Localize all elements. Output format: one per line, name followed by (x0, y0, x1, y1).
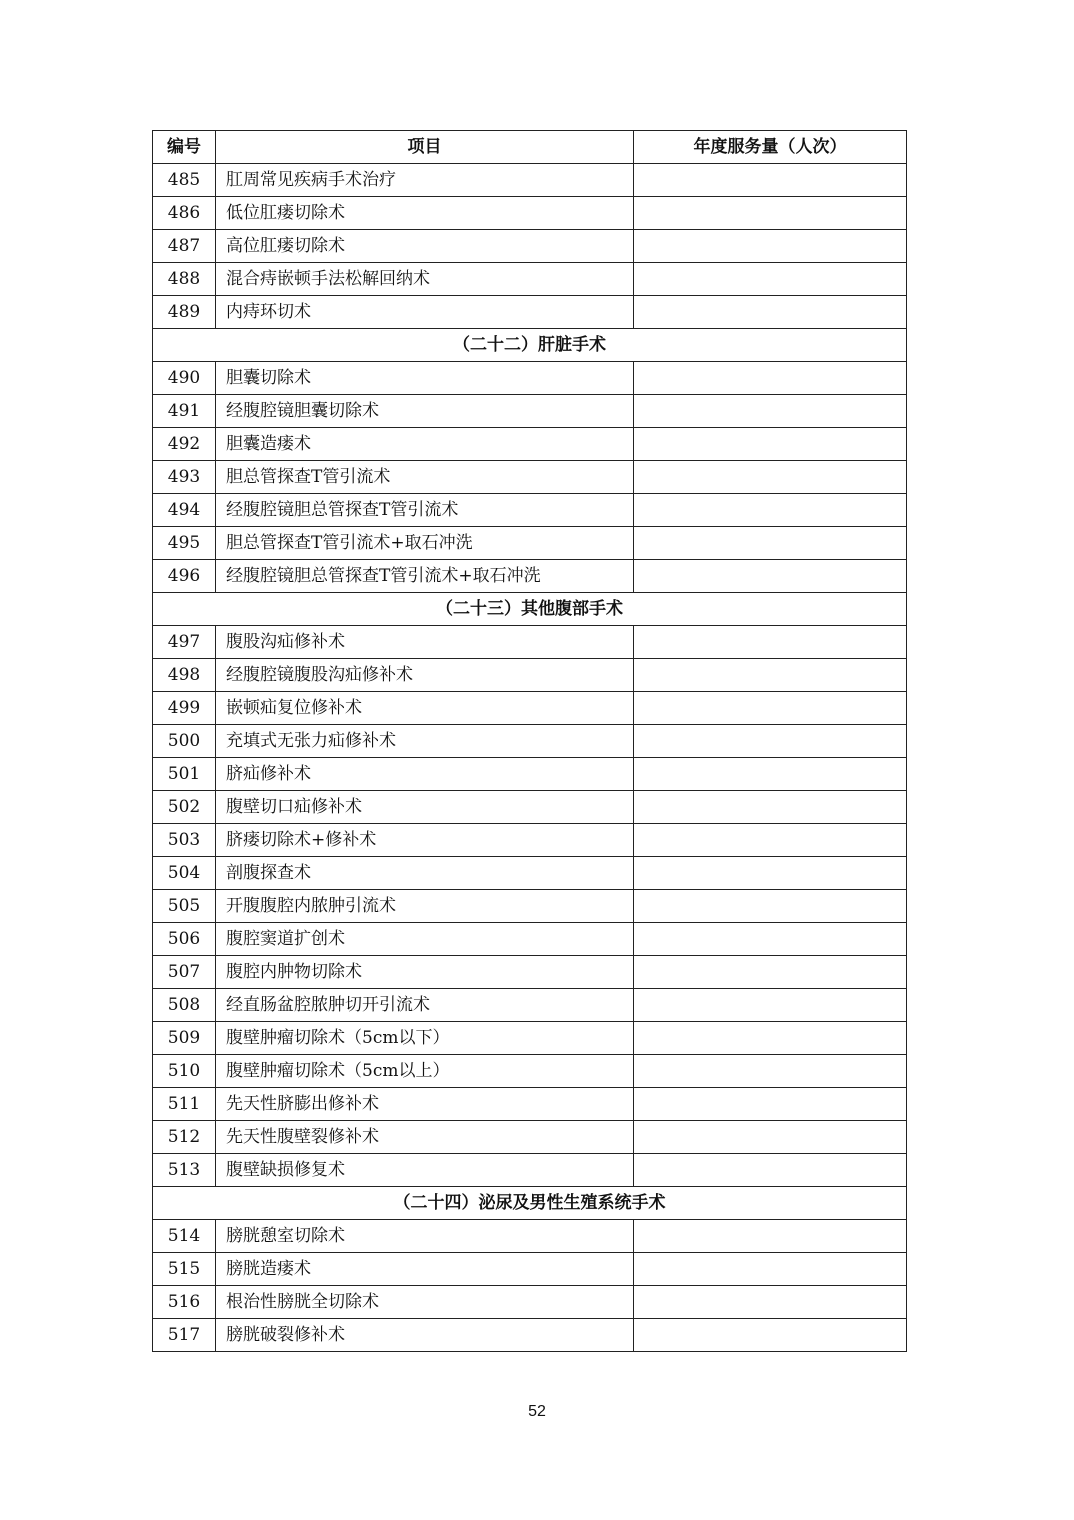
row-item: 先天性腹壁裂修补术 (216, 1121, 634, 1154)
row-volume-cell (634, 1154, 907, 1187)
row-number: 516 (153, 1286, 216, 1319)
table-body (153, 164, 907, 1352)
row-volume-cell (634, 527, 907, 560)
row-volume-cell (634, 1220, 907, 1253)
section-title: （二十四）泌尿及男性生殖系统手术 (153, 1187, 907, 1220)
row-item: 膀胱造瘘术 (216, 1253, 634, 1286)
section-header-row (153, 593, 907, 626)
row-volume-cell (634, 1286, 907, 1319)
table-row (153, 1088, 907, 1121)
row-number: 489 (153, 296, 216, 329)
table-row (153, 164, 907, 197)
row-number: 509 (153, 1022, 216, 1055)
header-item: 项目 (216, 131, 634, 164)
table-row (153, 989, 907, 1022)
row-item: 腹腔内肿物切除术 (216, 956, 634, 989)
row-number: 492 (153, 428, 216, 461)
row-item: 经腹腔镜胆总管探查T管引流术+取石冲洗 (216, 560, 634, 593)
section-header-row (153, 329, 907, 362)
table-row (153, 1253, 907, 1286)
table-row (153, 1121, 907, 1154)
row-number: 495 (153, 527, 216, 560)
row-volume-cell (634, 263, 907, 296)
table-row (153, 263, 907, 296)
row-volume-cell (634, 296, 907, 329)
row-item: 胆总管探查T管引流术+取石冲洗 (216, 527, 634, 560)
row-number: 498 (153, 659, 216, 692)
table-row (153, 890, 907, 923)
row-number: 501 (153, 758, 216, 791)
row-item: 腹壁肿瘤切除术（5cm以上） (216, 1055, 634, 1088)
table-row (153, 1055, 907, 1088)
row-number: 486 (153, 197, 216, 230)
row-volume-cell (634, 428, 907, 461)
row-volume-cell (634, 989, 907, 1022)
row-item: 高位肛瘘切除术 (216, 230, 634, 263)
table-row (153, 1220, 907, 1253)
table-row (153, 296, 907, 329)
table-row (153, 1319, 907, 1352)
table-row (153, 560, 907, 593)
row-item: 低位肛瘘切除术 (216, 197, 634, 230)
row-item: 胆囊造瘘术 (216, 428, 634, 461)
table-row (153, 857, 907, 890)
row-item: 腹股沟疝修补术 (216, 626, 634, 659)
row-volume-cell (634, 890, 907, 923)
row-item: 肛周常见疾病手术治疗 (216, 164, 634, 197)
service-volume-table (152, 130, 907, 1352)
table-row (153, 527, 907, 560)
table-row (153, 956, 907, 989)
row-item: 嵌顿疝复位修补术 (216, 692, 634, 725)
row-item: 根治性膀胱全切除术 (216, 1286, 634, 1319)
row-number: 508 (153, 989, 216, 1022)
row-number: 514 (153, 1220, 216, 1253)
row-volume-cell (634, 758, 907, 791)
table-row (153, 362, 907, 395)
row-number: 500 (153, 725, 216, 758)
row-number: 511 (153, 1088, 216, 1121)
page-number: 52 (528, 1403, 546, 1420)
row-number: 494 (153, 494, 216, 527)
row-number: 504 (153, 857, 216, 890)
row-number: 493 (153, 461, 216, 494)
row-item: 脐瘘切除术+修补术 (216, 824, 634, 857)
row-volume-cell (634, 560, 907, 593)
row-number: 503 (153, 824, 216, 857)
row-number: 488 (153, 263, 216, 296)
table-row (153, 791, 907, 824)
table-row (153, 197, 907, 230)
row-number: 517 (153, 1319, 216, 1352)
row-number: 499 (153, 692, 216, 725)
row-item: 脐疝修补术 (216, 758, 634, 791)
row-number: 502 (153, 791, 216, 824)
row-volume-cell (634, 725, 907, 758)
section-title: （二十二）肝脏手术 (153, 329, 907, 362)
row-number: 506 (153, 923, 216, 956)
row-number: 496 (153, 560, 216, 593)
row-number: 510 (153, 1055, 216, 1088)
row-volume-cell (634, 1055, 907, 1088)
row-volume-cell (634, 626, 907, 659)
table-header-row (153, 131, 907, 164)
row-number: 507 (153, 956, 216, 989)
row-item: 膀胱憩室切除术 (216, 1220, 634, 1253)
row-number: 485 (153, 164, 216, 197)
row-volume-cell (634, 791, 907, 824)
table-row (153, 824, 907, 857)
row-item: 充填式无张力疝修补术 (216, 725, 634, 758)
row-volume-cell (634, 1022, 907, 1055)
table-row (153, 1022, 907, 1055)
row-number: 515 (153, 1253, 216, 1286)
table-row (153, 461, 907, 494)
section-title: （二十三）其他腹部手术 (153, 593, 907, 626)
row-volume-cell (634, 362, 907, 395)
row-number: 491 (153, 395, 216, 428)
row-number: 505 (153, 890, 216, 923)
row-volume-cell (634, 1253, 907, 1286)
row-item: 腹壁肿瘤切除术（5cm以下） (216, 1022, 634, 1055)
table-row (153, 659, 907, 692)
table-row (153, 494, 907, 527)
row-volume-cell (634, 1319, 907, 1352)
row-volume-cell (634, 197, 907, 230)
row-volume-cell (634, 857, 907, 890)
row-volume-cell (634, 164, 907, 197)
row-number: 490 (153, 362, 216, 395)
table-row (153, 626, 907, 659)
row-item: 混合痔嵌顿手法松解回纳术 (216, 263, 634, 296)
row-volume-cell (634, 494, 907, 527)
row-number: 512 (153, 1121, 216, 1154)
header-volume: 年度服务量（人次） (634, 131, 907, 164)
section-header-row (153, 1187, 907, 1220)
row-item: 开腹腹腔内脓肿引流术 (216, 890, 634, 923)
row-item: 经直肠盆腔脓肿切开引流术 (216, 989, 634, 1022)
row-volume-cell (634, 1121, 907, 1154)
table-row (153, 923, 907, 956)
row-volume-cell (634, 395, 907, 428)
row-item: 腹壁缺损修复术 (216, 1154, 634, 1187)
row-item: 剖腹探查术 (216, 857, 634, 890)
table-row (153, 395, 907, 428)
table-row (153, 1154, 907, 1187)
row-number: 513 (153, 1154, 216, 1187)
row-item: 经腹腔镜胆总管探查T管引流术 (216, 494, 634, 527)
row-item: 胆囊切除术 (216, 362, 634, 395)
row-volume-cell (634, 923, 907, 956)
row-volume-cell (634, 692, 907, 725)
row-item: 腹腔窦道扩创术 (216, 923, 634, 956)
row-volume-cell (634, 824, 907, 857)
row-volume-cell (634, 461, 907, 494)
table-row (153, 725, 907, 758)
row-item: 经腹腔镜胆囊切除术 (216, 395, 634, 428)
row-volume-cell (634, 230, 907, 263)
table-row (153, 230, 907, 263)
table-row (153, 692, 907, 725)
row-volume-cell (634, 1088, 907, 1121)
row-item: 胆总管探查T管引流术 (216, 461, 634, 494)
table-row (153, 428, 907, 461)
header-number: 编号 (153, 131, 216, 164)
row-volume-cell (634, 956, 907, 989)
table-row (153, 1286, 907, 1319)
row-item: 膀胱破裂修补术 (216, 1319, 634, 1352)
row-item: 腹壁切口疝修补术 (216, 791, 634, 824)
row-number: 487 (153, 230, 216, 263)
row-volume-cell (634, 659, 907, 692)
row-item: 先天性脐膨出修补术 (216, 1088, 634, 1121)
row-item: 内痔环切术 (216, 296, 634, 329)
table-row (153, 758, 907, 791)
row-number: 497 (153, 626, 216, 659)
row-item: 经腹腔镜腹股沟疝修补术 (216, 659, 634, 692)
